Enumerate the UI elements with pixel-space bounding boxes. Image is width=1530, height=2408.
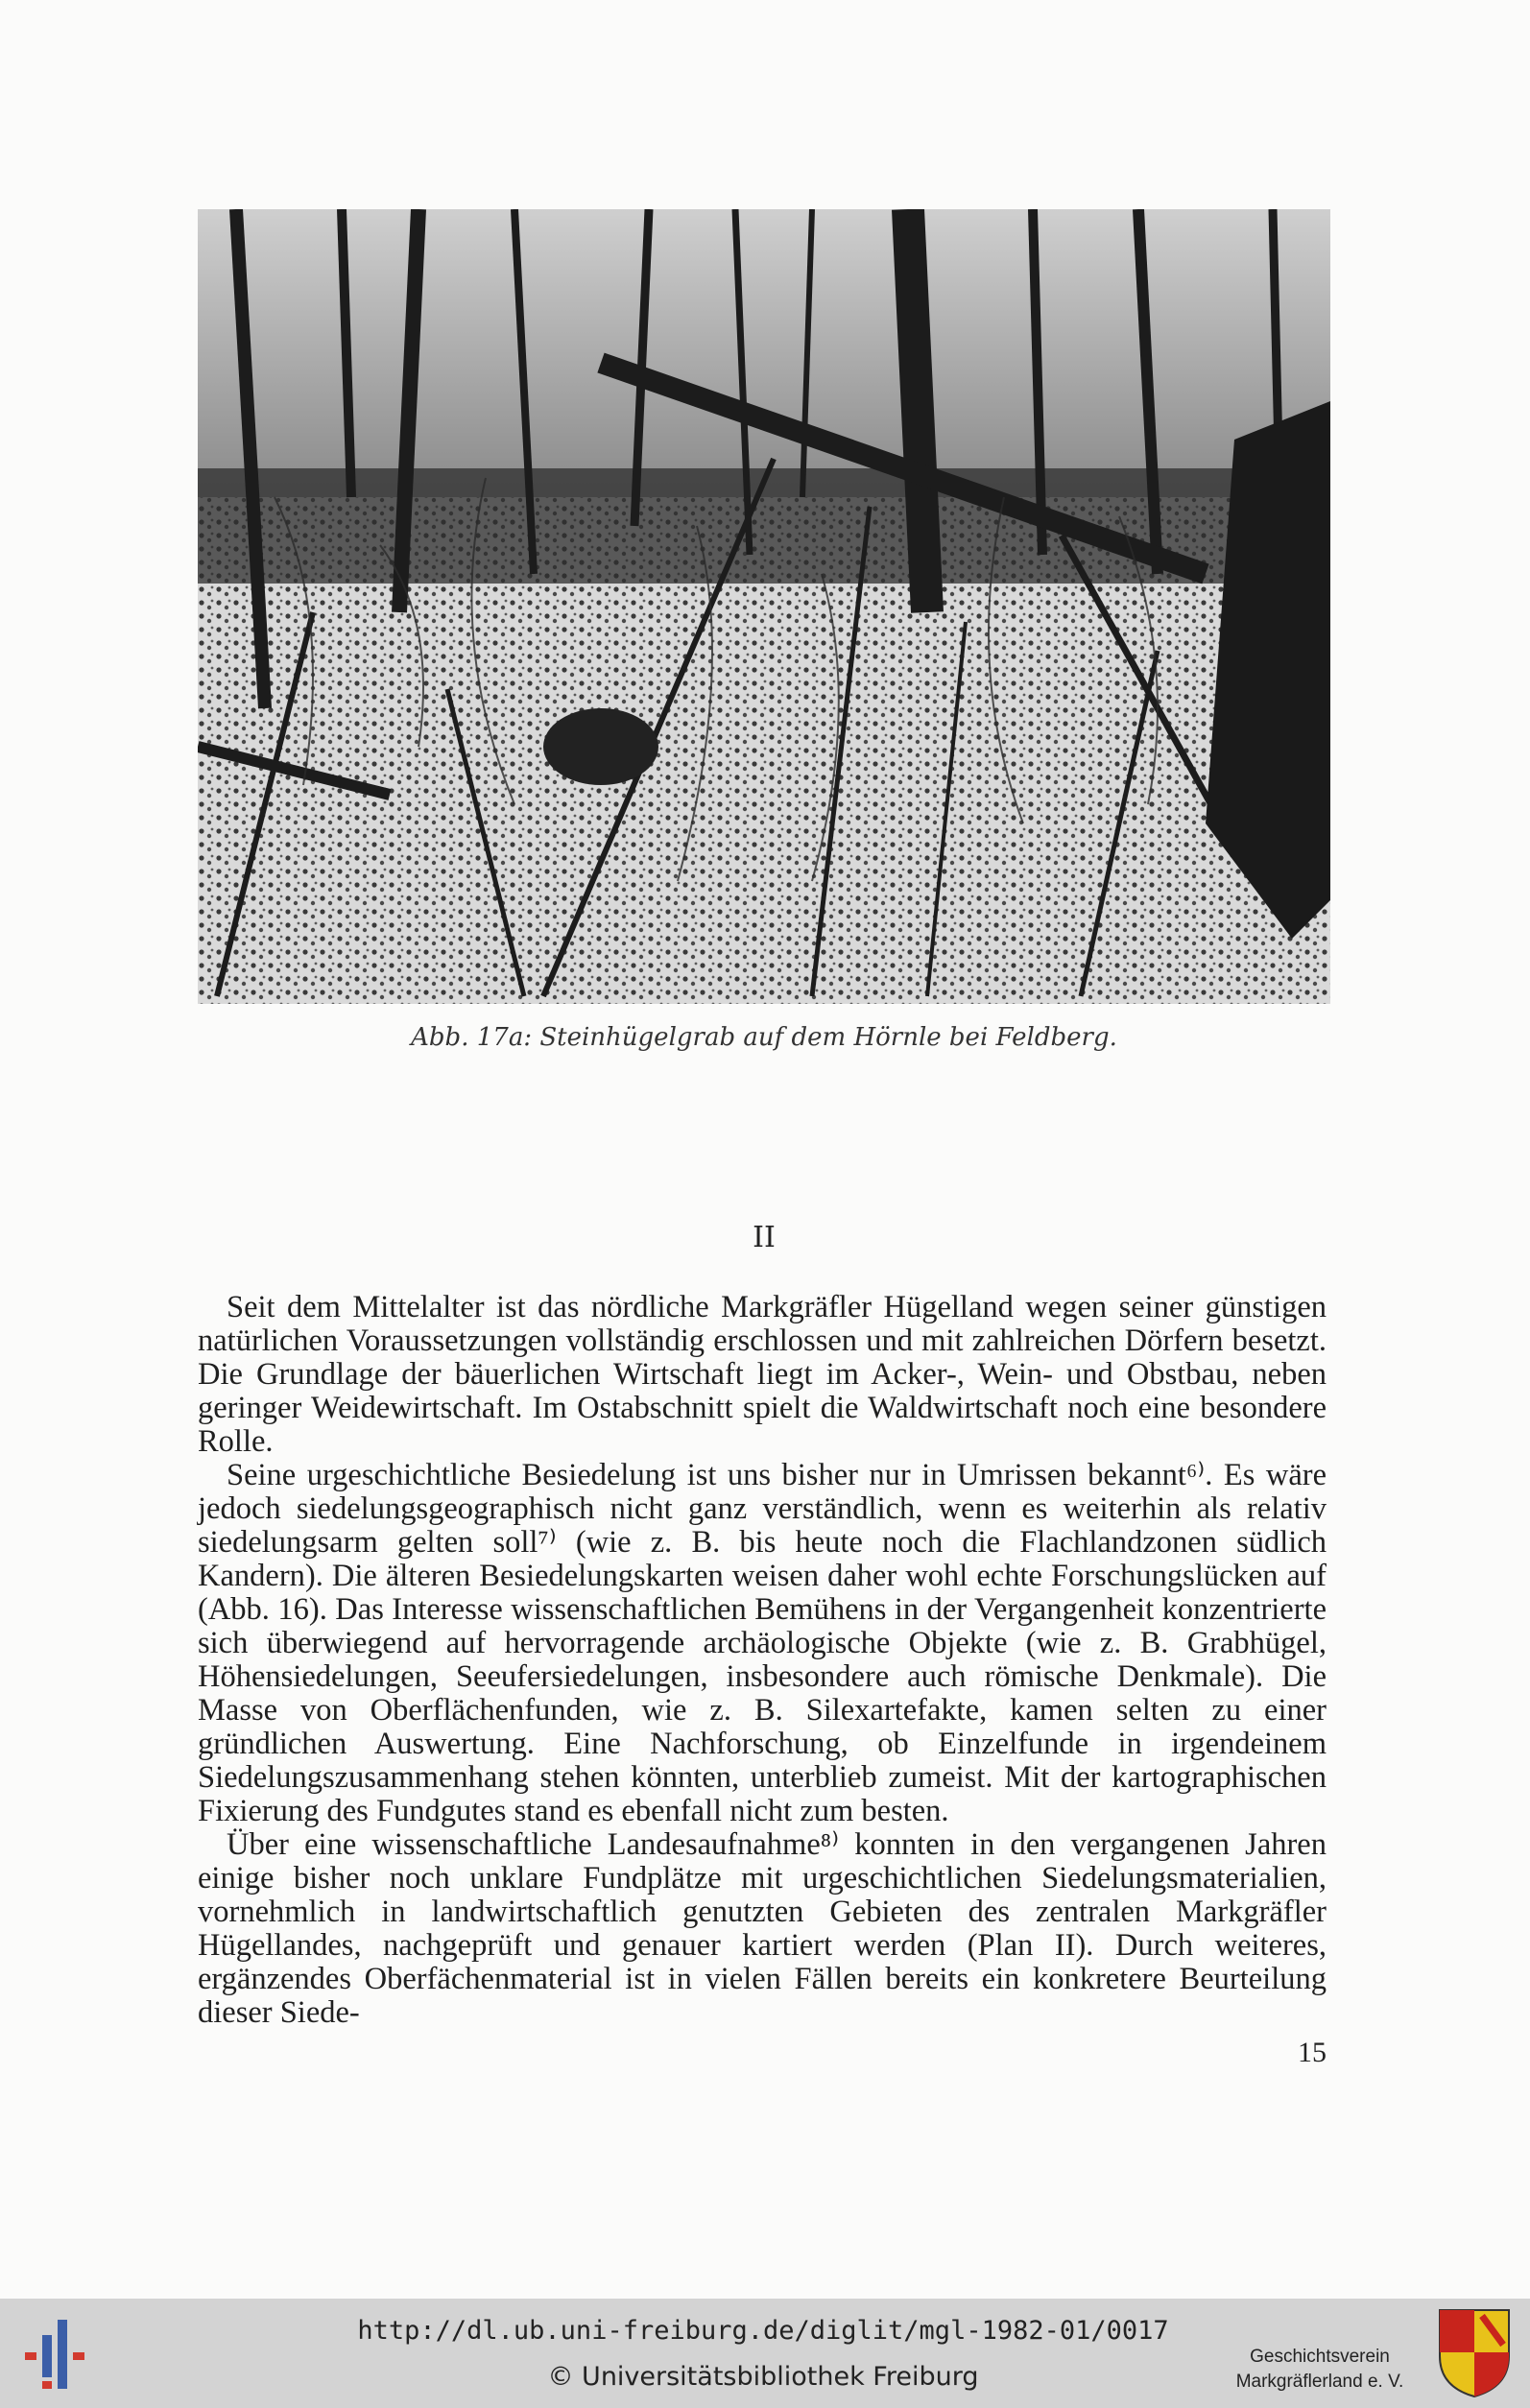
forest-photo [198,209,1330,1004]
paragraph: Über eine wissenschaftliche Landesaufnahme⁸⁾ konnten in den vergangenen Jahren einige bisher noch unklare Fundplätze mit urgeschichtlichen Siedelungsmaterialien, vornehmlich in landwirtschaftlich genutzten Gebieten des zentralen Markgräfler Hügellandes, nachgeprüft und genauer kartiert werden (Plan II). Durch weiteres, ergänzendes Oberfächenmaterial ist in vielen Fällen bereits ein konkretere Beurteilung dieser Siede- [198,1827,1327,2030]
footer-bar [0,2299,1530,2408]
body-text [198,1291,1327,2030]
forest-photo-drawing [198,209,1330,1004]
section-heading: II [753,1221,776,1254]
coat-of-arms-icon [1436,2306,1513,2398]
society-name [1209,2345,1430,2395]
page-number: 15 [1298,2037,1327,2068]
society-name-line: Geschichtsverein [1250,2347,1390,2367]
society-name-line: Markgräflerland e. V. [1235,2372,1404,2392]
figure-caption: Abb. 17a: Steinhügelgrab auf dem Hörnle bei Feldberg. [411,1023,1117,1052]
document-url-link[interactable]: http://dl.ub.uni-freiburg.de/diglit/mgl-1982-01/0017 [357,2316,1169,2346]
paragraph: Seine urgeschichtliche Besiedelung ist uns bisher nur in Umrissen bekannt⁶⁾. Es wäre jedoch siedelungsgeographisch nicht ganz verständlich, wenn es weiterhin als relativ siedelungsarm gelten soll⁷⁾ (wie z. B. bis heute noch die Flachlandzonen südlich Kandern). Die älteren Besiedelungskarten weisen daher wohl echte Forschungslücken auf (Abb. 16). Das Interesse wissenschaftlichen Bemühens in der Vergangenheit konzentrierte sich überwiegend auf hervorragende archäologische Objekte (wie z. B. Grabhügel, Höhensiedelungen, Seeufersiedelungen, insbesondere auch römische Denkmale). Die Masse von Oberflächenfunden, wie z. B. Silexartefakte, kamen selten zu einer gründlichen Auswertung. Eine Nachforschung, ob Einzelfunde in irgendeinem Siedelungszusammenhang stehen könnten, unterblieb zumeist. Mit der kartographischen Fixierung des Fundgutes stand es ebenfall nicht zum besten. [198,1458,1327,1828]
paragraph: Seit dem Mittelalter ist das nördliche Markgräfler Hügelland wegen seiner günstigen natürlichen Voraussetzungen vollständig erschlossen und mit zahlreichen Dörfern besetzt. Die Grundlage der bäuerlichen Wirtschaft liegt im Acker-, Wein- und Obstbau, neben geringer Weidewirtschaft. Im Ostabschnitt spielt die Waldwirtschaft noch eine besondere Rolle. [198,1290,1327,1459]
university-library-logo [21,2314,98,2395]
copyright-notice: © Universitätsbibliothek Freiburg [547,2362,979,2392]
